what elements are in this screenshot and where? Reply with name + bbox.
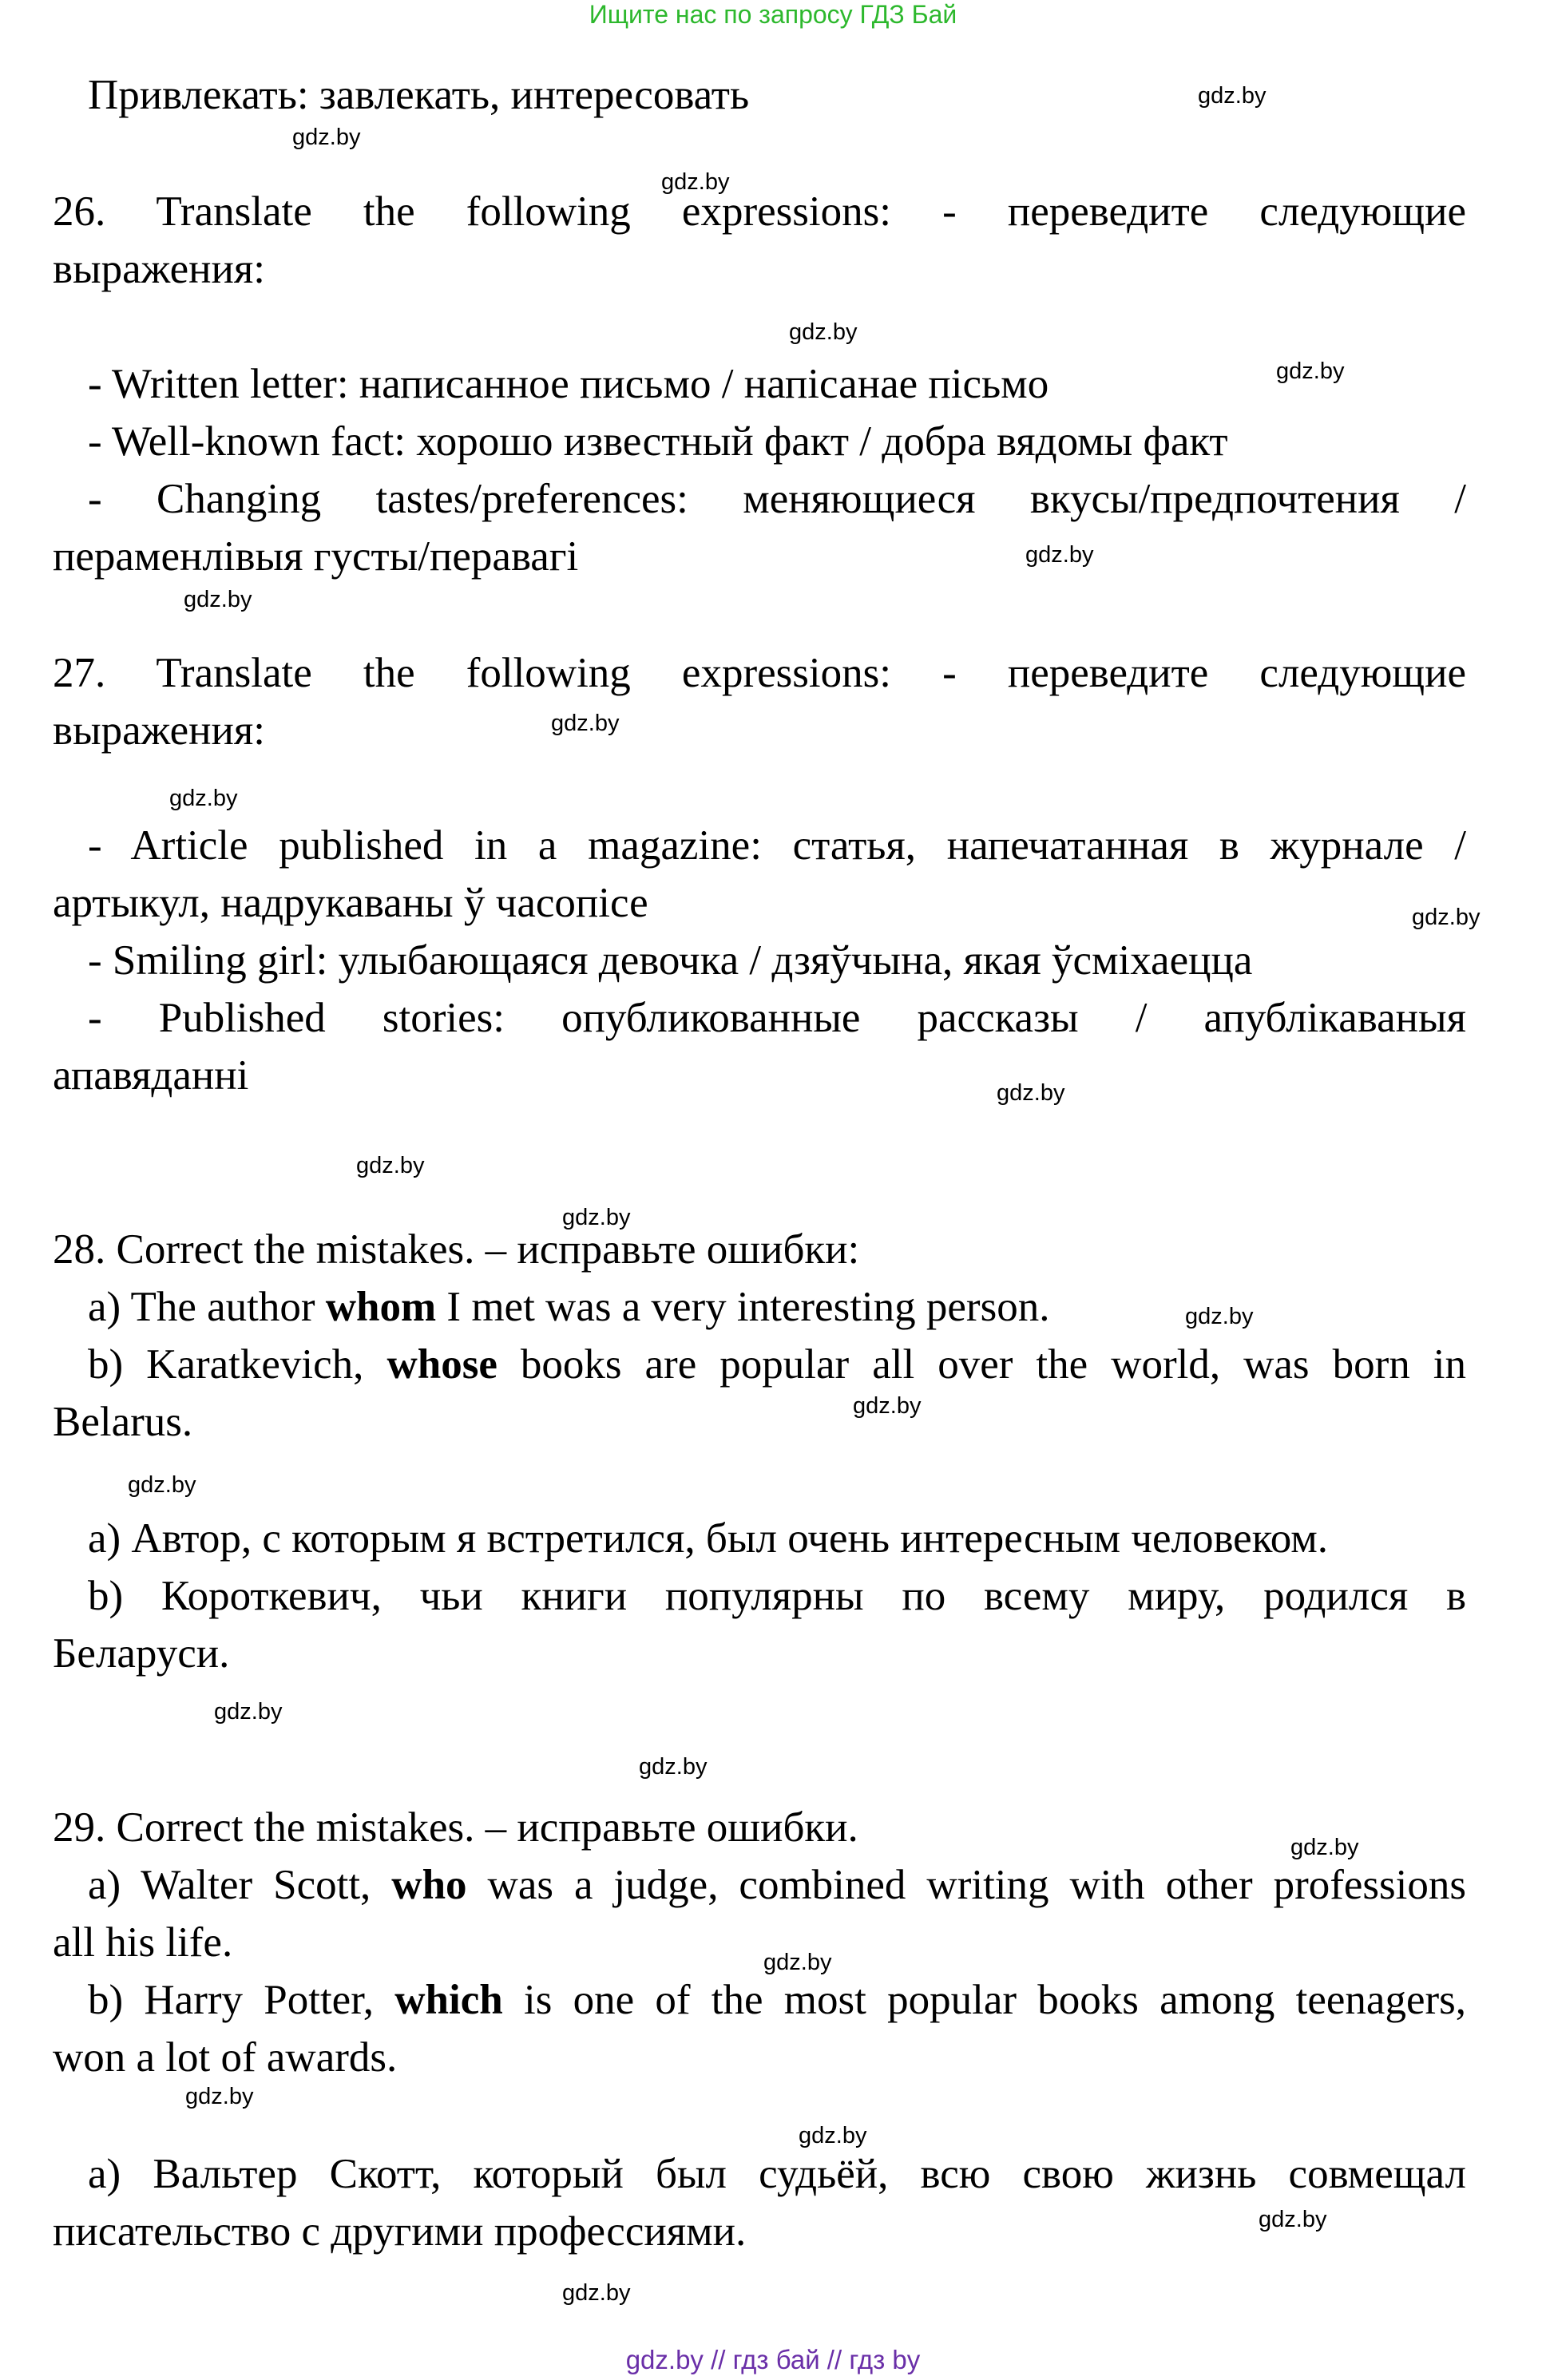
header-banner: Ищите нас по запросу ГДЗ Бай <box>589 0 957 29</box>
exercise-27-title: 27. Translate the following expressions: - переведите следующие <box>53 650 1466 696</box>
exercise-29-answer-b: b) Harry Potter, which is one of the most popular books among teenagers, <box>88 1977 1466 2023</box>
exercise-29-answer-a-cont: all his life. <box>53 1919 233 1966</box>
exercise-29-answer-b-cont: won a lot of awards. <box>53 2034 398 2081</box>
exercise-27-item: - Article published in a magazine: статья, напечатанная в журнале / <box>88 822 1466 869</box>
watermark: gdz.by <box>639 1754 708 1780</box>
watermark: gdz.by <box>214 1699 283 1725</box>
watermark: gdz.by <box>292 125 361 150</box>
exercise-28-title: 28. Correct the mistakes. – исправьте ошибки: <box>53 1226 860 1273</box>
watermark: gdz.by <box>789 319 858 345</box>
watermark: gdz.by <box>1276 358 1345 384</box>
watermark: gdz.by <box>551 711 620 736</box>
watermark: gdz.by <box>1185 1304 1254 1329</box>
exercise-29-translation-a: a) Вальтер Скотт, который был судьёй, всю свою жизнь совмещал <box>88 2151 1466 2197</box>
watermark: gdz.by <box>853 1393 922 1419</box>
watermark: gdz.by <box>763 1950 832 1975</box>
exercise-29-title: 29. Correct the mistakes. – исправьте ошибки. <box>53 1804 858 1851</box>
exercise-28-translation-a: a) Автор, с которым я встретился, был очень интересным человеком. <box>88 1515 1329 1562</box>
watermark: gdz.by <box>128 1472 196 1498</box>
exercise-28-answer-b-cont: Belarus. <box>53 1399 193 1445</box>
exercise-28-translation-b-cont: Беларуси. <box>53 1630 230 1677</box>
watermark: gdz.by <box>562 2280 631 2306</box>
exercise-27-item-cont: апавяданні <box>53 1052 249 1099</box>
watermark: gdz.by <box>661 169 730 195</box>
exercise-29-answer-a: a) Walter Scott, who was a judge, combined writing with other professions <box>88 1862 1467 1908</box>
watermark: gdz.by <box>1412 905 1481 930</box>
exercise-26-item: - Written letter: написанное письмо / напісанае пісьмо <box>88 361 1049 407</box>
watermark: gdz.by <box>1025 542 1094 568</box>
exercise-28-answer-a: a) The author whom I met was a very interesting person. <box>88 1284 1050 1330</box>
watermark: gdz.by <box>169 786 238 811</box>
watermark: gdz.by <box>997 1080 1065 1106</box>
exercise-26-title-cont: выражения: <box>53 246 265 292</box>
exercise-27-item-cont: артыкул, надрукаваны ў часопісе <box>53 880 648 926</box>
watermark: gdz.by <box>1198 83 1267 109</box>
watermark: gdz.by <box>185 2084 254 2109</box>
exercise-27-item: - Smiling girl: улыбающаяся девочка / дзяўчына, якая ўсміхаецца <box>88 937 1253 984</box>
exercise-27-title-cont: выражения: <box>53 707 265 754</box>
text-line: Привлекать: завлекать, интересовать <box>88 72 750 118</box>
exercise-26-title: 26. Translate the following expressions: - переведите следующие <box>53 188 1466 235</box>
exercise-26-item: - Changing tastes/preferences: меняющиеся вкусы/предпочтения / <box>88 476 1466 522</box>
exercise-26-item-cont: пераменлівыя густы/перавагі <box>53 533 579 580</box>
exercise-26-item: - Well-known fact: хорошо известный факт / добра вядомы факт <box>88 418 1228 465</box>
watermark: gdz.by <box>799 2123 867 2148</box>
exercise-28-answer-b: b) Karatkevich, whose books are popular all over the world, was born in <box>88 1341 1466 1388</box>
watermark: gdz.by <box>1290 1835 1359 1860</box>
footer-banner: gdz.by // гдз бай // гдз by <box>625 2345 921 2374</box>
exercise-27-item: - Published stories: опубликованные рассказы / апублікаваныя <box>88 995 1466 1041</box>
watermark: gdz.by <box>1259 2207 1327 2232</box>
exercise-29-translation-a-cont: писательство с другими профессиями. <box>53 2208 747 2255</box>
watermark: gdz.by <box>562 1205 631 1230</box>
watermark: gdz.by <box>184 587 252 612</box>
watermark: gdz.by <box>356 1153 425 1178</box>
exercise-28-translation-b: b) Короткевич, чьи книги популярны по всему миру, родился в <box>88 1573 1466 1619</box>
